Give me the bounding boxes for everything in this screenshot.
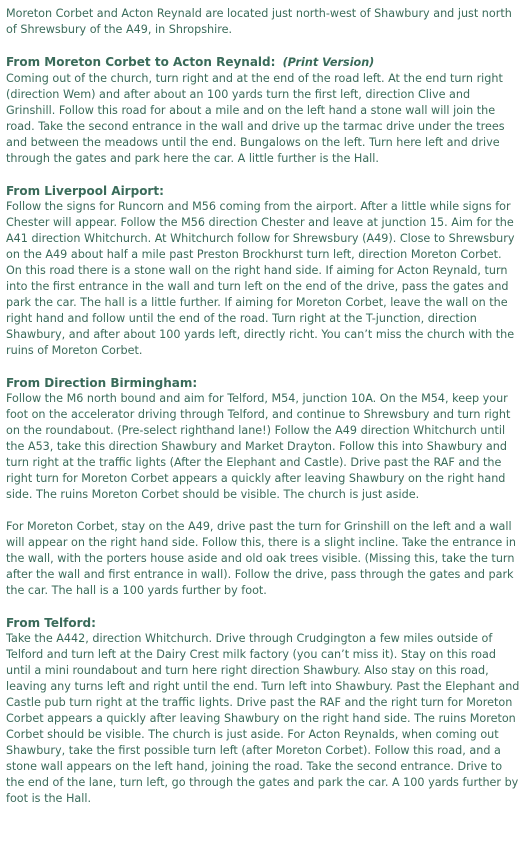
body-moreton-to-acton: Coming out of the church, turn right and at the end of the road left. At the end turn right (direction Wem) and after about an 100 yards turn the first left, direction Clive and Grinshill. Follow this road for about a mile and on the left hand a stone wall will join the road. Take the second entrance in the wall and drive up the tarmac drive under the trees and between the meadows until the end. Bungalows on the left. Turn here left and drive through the gates and park here the car. A little further is the Hall. xyxy=(6,72,505,165)
spacer xyxy=(6,38,521,54)
intro-paragraph: Moreton Corbet and Acton Reynald are located just north-west of Shawbury and just north of Shrewsbury of the A49, in Shropshire. xyxy=(6,7,512,36)
body-liverpool: Follow the signs for Runcorn and M56 coming from the airport. After a little while signs for Chester will appear. Follow the M56 direction Chester and leave at junction 15. Aim for the A41 direction Whitchurch. At Whitchurch follow for Shrewsbury (A49). Close to Shrewsbury on the A49 about half a mile past Preston Brockhurst turn left, direction Moreton Corbet. On this road there is a stone wall on the right hand side. If aiming for Acton Reynald, turn into the first entrance in the wall and turn left on the end of the drive, pass the gates and park the car. The hall is a little further. If aiming for Moreton Corbet, leave the wall on the right hand and follow until the end of the road. Turn right at the T-junction, direction Shawbury, and after about 100 yards left, directly richt. You can’t miss the church with the ruins of Moreton Corbet. xyxy=(6,200,515,357)
spacer xyxy=(6,167,521,183)
section-moreton-to-acton xyxy=(6,54,521,71)
body-telford: Take the A442, direction Whitchurch. Drive through Crudgington a few miles outside of Telford and turn left at the Dairy Crest milk factory (you can’t miss it). Stay on this road until a mini roundabout and turn here right direction Shawbury. Also stay on this road, leaving any turns left and right until the end. Turn left into Shawbury. Past the Elephant and Castle pub turn right at the traffic lights. Drive past the RAF and the right turn for Moreton Corbet appears a quickly after leaving Shawbury on the right hand side. The ruins Moreton Corbet should be visible. The church is just aside. For Acton Reynalds, when coming out Shawbury, take the first possible turn left (after Moreton Corbet). Follow this road, and a stone wall appears on the left hand, joining the road. Take the second entrance. Drive to the end of the lane, turn left, go through the gates and park the car. A 100 yards further by foot is the Hall. xyxy=(6,632,520,805)
body-birmingham-moreton: For Moreton Corbet, stay on the A49, drive past the turn for Grinshill on the left and a wall will appear on the right hand side. Follow this, there is a slight incline. Take the entrance in the wall, with the porters house aside and old oak trees visible. (Missing this, take the turn after the wall and first entrance in wall). Follow the drive, pass through the gates and park the car. The hall is a 100 yards further by foot. xyxy=(6,520,516,597)
heading-liverpool: From Liverpool Airport: xyxy=(6,184,164,198)
spacer xyxy=(6,359,521,375)
body-birmingham: Follow the M6 north bound and aim for Telford, M54, junction 10A. On the M54, keep your foot on the accelerator driving through Telford, and continue to Shrewsbury and turn right on the roundabout. (Pre-select righthand lane!) Follow the A49 direction Whitchurch until the A53, take this direction Shawbury and Market Drayton. Follow this into Shawbury and turn right at the traffic lights (After the Elephant and Castle). Drive past the RAF and the right turn for Moreton Corbet appears a quickly after leaving Shawbury on the right hand side. The ruins Moreton Corbet should be visible. The church is just aside. xyxy=(6,392,511,501)
spacer xyxy=(6,503,521,519)
heading-telford: From Telford: xyxy=(6,616,96,630)
spacer xyxy=(6,599,521,615)
print-version-link[interactable]: (Print Version) xyxy=(282,56,375,69)
heading-moreton-to-acton: From Moreton Corbet to Acton Reynald: xyxy=(6,55,276,69)
heading-birmingham: From Direction Birmingham: xyxy=(6,376,198,390)
